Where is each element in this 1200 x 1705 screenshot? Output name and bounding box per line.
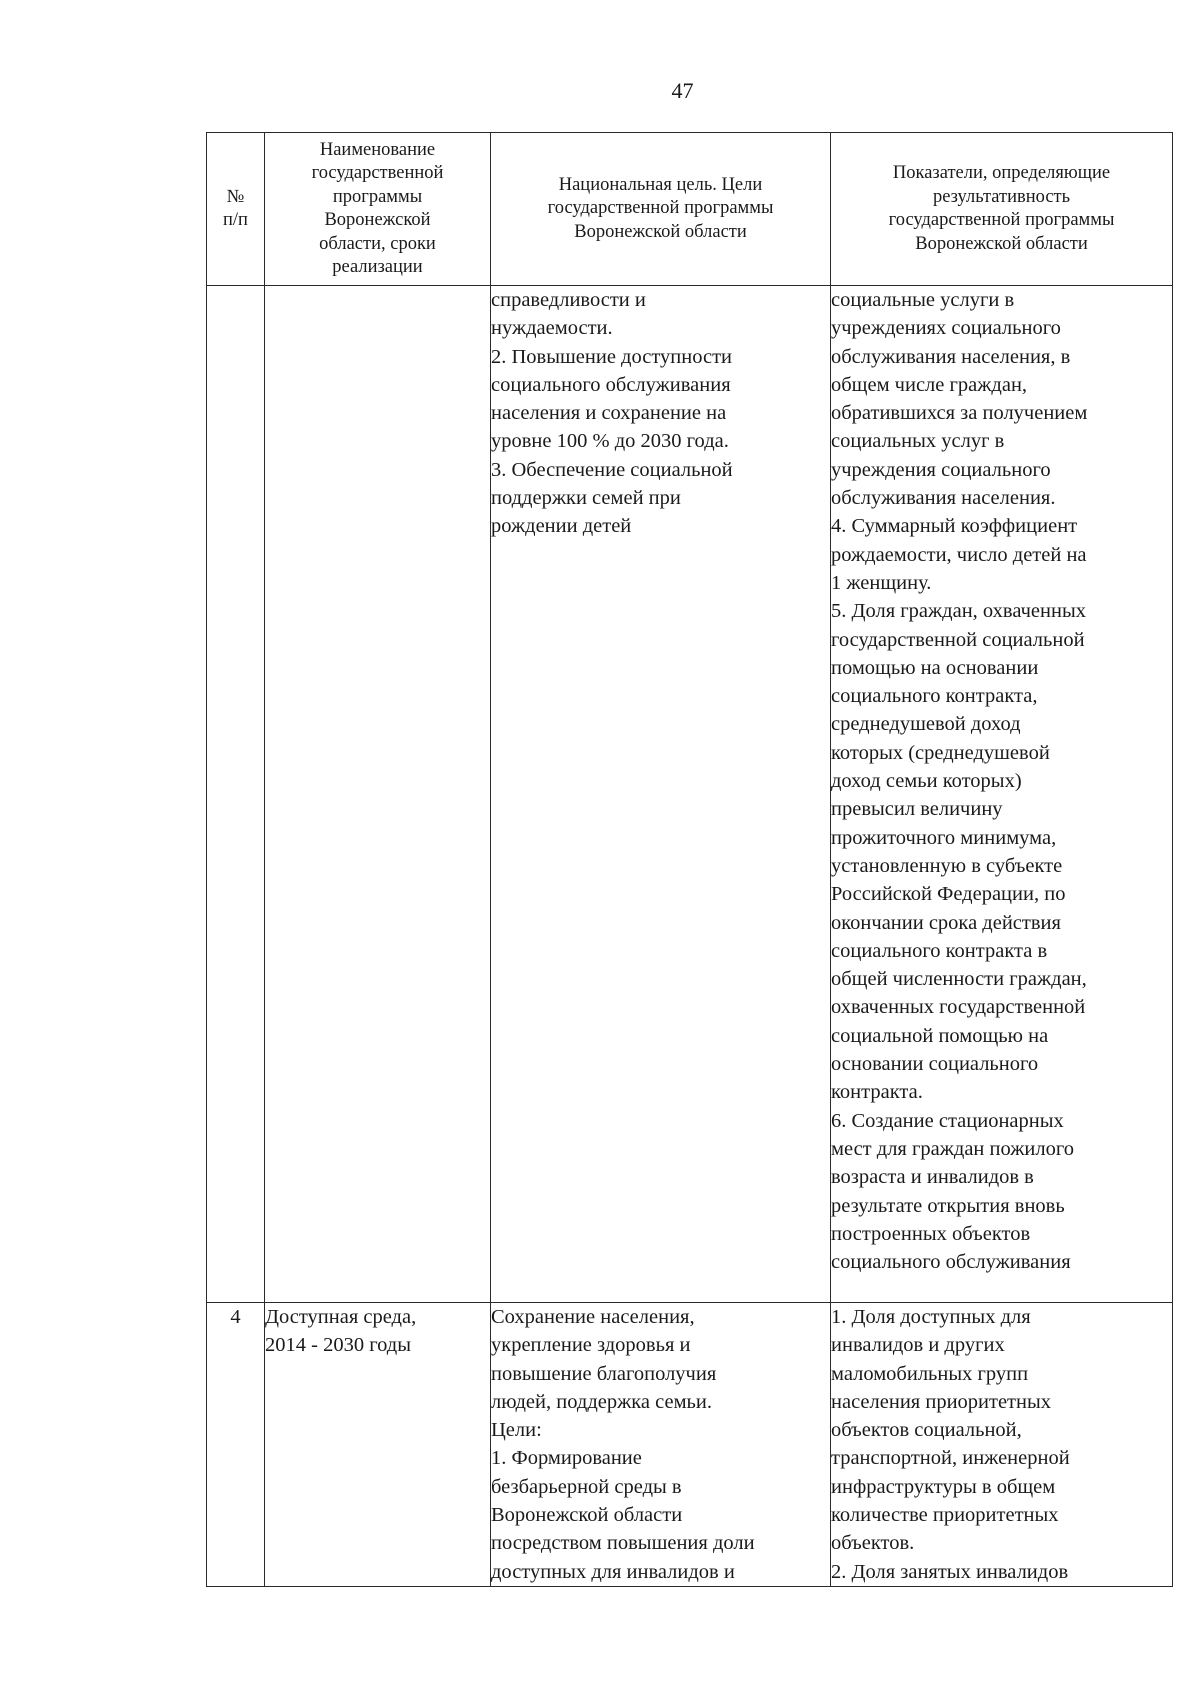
goal-line: Воронежской области	[491, 1504, 683, 1527]
goal-line: рождении детей	[491, 515, 632, 538]
row-num-cell	[207, 286, 265, 1303]
header-goal-line: Национальная цель. Цели	[558, 174, 763, 195]
indicator-line: транспортной, инженерной	[831, 1447, 1070, 1470]
indicator-line: обслуживания населения.	[831, 487, 1056, 510]
goal-line: повышение благополучия	[491, 1362, 717, 1385]
indicator-line: 5. Доля граждан, охваченных	[831, 600, 1086, 623]
indicator-line: социального контракта в	[831, 939, 1048, 962]
row-num-cell: 4	[207, 1303, 265, 1587]
row-goal-cell	[491, 1303, 831, 1587]
goal-line: нуждаемости.	[491, 317, 613, 340]
indicator-line: контракта.	[831, 1081, 923, 1104]
indicator-line: социального контракта,	[831, 685, 1038, 708]
row-indicators-cell	[831, 1303, 1173, 1587]
indicator-line: инвалидов и других	[831, 1334, 1005, 1357]
indicator-line: среднедушевой доход	[831, 713, 1021, 736]
goal-line: 1. Формирование	[491, 1447, 642, 1470]
goal-line: населения и сохранение на	[491, 402, 727, 425]
header-goal-line: государственной программы	[547, 198, 774, 219]
goal-line: Цели:	[491, 1419, 542, 1442]
goal-line: справедливости и	[491, 289, 646, 311]
header-program-line: реализации	[332, 257, 423, 277]
indicator-line: инфраструктуры в общем	[831, 1475, 1056, 1498]
header-goal-line: Воронежской области	[574, 221, 747, 242]
goal-line: посредством повышения доли	[491, 1532, 755, 1555]
header-program-line: государственной	[311, 163, 444, 183]
indicator-line: доход семьи которых)	[831, 770, 1022, 793]
goal-line: 2. Повышение доступности	[491, 345, 733, 368]
goal-line: доступных для инвалидов и	[491, 1560, 735, 1583]
row-goal-cell	[491, 286, 831, 1303]
goal-line: безбарьерной среды в	[491, 1475, 682, 1498]
header-indicators-line: результативность	[932, 186, 1071, 207]
indicator-line: маломобильных групп	[831, 1362, 1029, 1385]
table-row	[207, 1303, 1173, 1587]
indicator-line: основании социального	[831, 1053, 1039, 1076]
indicator-line: общем числе граждан,	[831, 373, 1028, 396]
indicator-line: населения приоритетных	[831, 1390, 1052, 1413]
header-program-line: Наименование	[319, 139, 436, 160]
goal-line: поддержки семей при	[491, 487, 681, 510]
indicator-line: обратившихся за получением	[831, 402, 1088, 425]
indicator-line: мест для граждан пожилого	[831, 1137, 1074, 1160]
row-program-cell	[265, 1303, 491, 1587]
header-program-line: области, сроки	[319, 233, 436, 254]
header-indicators-line: государственной программы	[888, 210, 1115, 230]
header-num-line: №	[226, 186, 245, 207]
header-num	[207, 133, 265, 286]
indicator-line: установленную в субъекте	[831, 854, 1063, 877]
indicator-line: помощью на основании	[831, 656, 1039, 679]
table-row	[207, 286, 1173, 1303]
indicator-line: рождаемости, число детей на	[831, 543, 1087, 566]
goal-line: укрепление здоровья и	[491, 1334, 691, 1357]
indicator-line: 1 женщину.	[831, 571, 932, 594]
indicator-line: социального обслуживания	[831, 1251, 1071, 1274]
page-number: 47	[671, 78, 694, 103]
row-program-cell	[265, 286, 491, 1303]
header-program-line: программы	[332, 186, 423, 207]
indicator-line: количестве приоритетных	[831, 1504, 1059, 1527]
indicator-line: 2. Доля занятых инвалидов	[831, 1560, 1069, 1583]
indicator-line: общей численности граждан,	[831, 968, 1087, 991]
indicator-line: окончании срока действия	[831, 911, 1061, 934]
program-table	[206, 132, 1173, 1587]
goal-line: уровне 100 % до 2030 года.	[491, 430, 729, 453]
header-indicators	[831, 133, 1173, 286]
row-indicators-cell	[831, 286, 1173, 1303]
program-line: Доступная среда,	[265, 1306, 417, 1328]
indicator-line: учреждениях социального	[831, 317, 1061, 340]
indicator-line: социальных услуг в	[831, 430, 1005, 453]
header-program-line: Воронежской	[324, 210, 431, 230]
program-line: 2014 - 2030 годы	[265, 1334, 411, 1357]
header-indicators-line: Показатели, определяющие	[892, 163, 1111, 183]
indicator-line: объектов социальной,	[831, 1419, 1022, 1442]
indicator-line: обслуживания населения, в	[831, 345, 1071, 368]
indicator-line: 4. Суммарный коэффициент	[831, 515, 1078, 538]
indicator-line: построенных объектов	[831, 1222, 1031, 1245]
indicator-line: превысил величину	[831, 798, 1003, 821]
indicator-line: учреждения социального	[831, 458, 1051, 481]
indicator-line: прожиточного минимума,	[831, 826, 1057, 849]
indicator-line: 6. Создание стационарных	[831, 1109, 1064, 1132]
header-program-name	[265, 133, 491, 286]
table-header-row	[207, 133, 1173, 286]
indicator-line: возраста и инвалидов в	[831, 1166, 1034, 1189]
header-goal	[491, 133, 831, 286]
indicator-line: государственной социальной	[831, 628, 1085, 651]
goal-line: людей, поддержка семьи.	[491, 1390, 712, 1413]
indicator-line: которых (среднедушевой	[831, 741, 1050, 764]
indicator-line: 1. Доля доступных для	[831, 1306, 1031, 1328]
header-num-line: п/п	[223, 210, 248, 230]
indicator-line: социальные услуги в	[831, 289, 1015, 311]
goal-line: 3. Обеспечение социальной	[491, 458, 733, 481]
indicator-line: объектов.	[831, 1532, 915, 1555]
indicator-line: охваченных государственной	[831, 996, 1086, 1019]
header-indicators-line: Воронежской области	[915, 233, 1088, 254]
indicator-line: результате открытия вновь	[831, 1194, 1065, 1217]
indicator-line: социальной помощью на	[831, 1024, 1049, 1047]
indicator-line: Российской Федерации, по	[831, 883, 1066, 906]
goal-line: Сохранение населения,	[491, 1306, 695, 1328]
goal-line: социального обслуживания	[491, 373, 731, 396]
